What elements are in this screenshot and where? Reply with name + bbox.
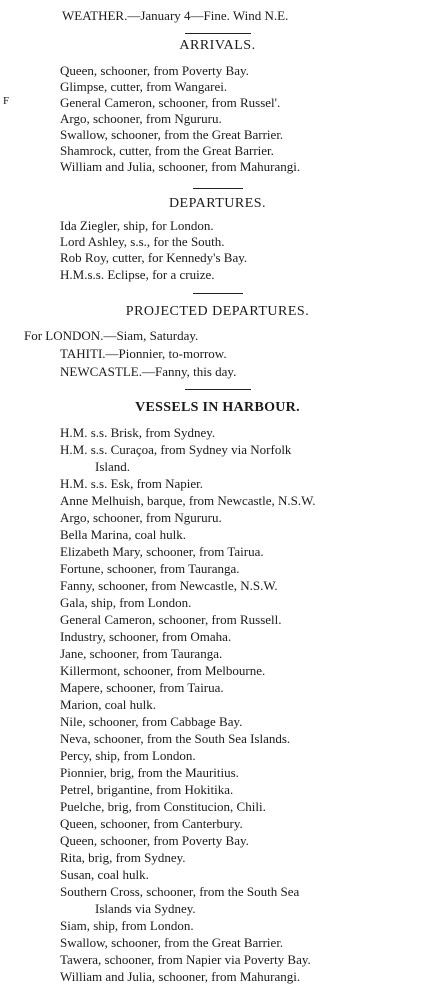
arrival-item: Swallow, schooner, from the Great Barrier. — [60, 127, 284, 142]
harbour-item: Petrel, brigantine, from Hokitika. — [60, 782, 234, 797]
harbour-item: Rita, brig, from Sydney. — [60, 850, 186, 865]
vessels-in-harbour-heading: VESSELS IN HARBOUR. — [135, 400, 300, 415]
harbour-item: H.M. s.s. Curaçoa, from Sydney via Norfolk — [60, 442, 292, 457]
harbour-item: Neva, schooner, from the South Sea Islands. — [60, 731, 291, 746]
harbour-item: Gala, ship, from London. — [60, 595, 192, 610]
harbour-item: Industry, schooner, from Omaha. — [60, 629, 232, 644]
harbour-item: Puelche, brig, from Constitucion, Chili. — [60, 799, 266, 814]
harbour-item: Elizabeth Mary, schooner, from Tairua. — [60, 544, 264, 559]
weather-report: WEATHER.—January 4—Fine. Wind N.E. — [62, 8, 289, 23]
projected-departures-heading: PROJECTED DEPARTURES. — [125, 304, 310, 319]
departure-item: Rob Roy, cutter, for Kennedy's Bay. — [60, 250, 248, 265]
harbour-item: Nile, schooner, from Cabbage Bay. — [60, 714, 243, 729]
section-rule — [185, 389, 251, 390]
harbour-item: Fanny, schooner, from Newcastle, N.S.W. — [60, 578, 278, 593]
section-rule — [193, 293, 243, 294]
harbour-item: Mapere, schooner, from Tairua. — [60, 680, 224, 695]
arrival-item: William and Julia, schooner, from Mahurangi. — [60, 159, 301, 174]
harbour-item: Pionnier, brig, from the Mauritius. — [60, 765, 239, 780]
harbour-item: Marion, coal hulk. — [60, 697, 157, 712]
arrival-item: General Cameron, schooner, from Russel'. — [60, 95, 281, 110]
harbour-item: Queen, schooner, from Poverty Bay. — [60, 833, 249, 848]
harbour-item: Tawera, schooner, from Napier via Poverty Bay. — [60, 952, 311, 967]
harbour-item: Queen, schooner, from Canterbury. — [60, 816, 243, 831]
departure-item: Ida Ziegler, ship, for London. — [60, 218, 214, 233]
harbour-item: H.M. s.s. Esk, from Napier. — [60, 476, 203, 491]
departures-heading: DEPARTURES. — [168, 196, 267, 211]
projected-item: For LONDON.—Siam, Saturday. — [24, 328, 199, 343]
harbour-item: H.M. s.s. Brisk, from Sydney. — [60, 425, 216, 440]
departure-item: H.M.s.s. Eclipse, for a cruize. — [60, 267, 215, 282]
harbour-item: Southern Cross, schooner, from the South Sea — [60, 884, 300, 899]
harbour-item: William and Julia, schooner, from Mahurangi. — [60, 969, 301, 984]
harbour-item: Anne Melhuish, barque, from Newcastle, N.S.W. — [60, 493, 316, 508]
projected-item: TAHITI.—Pionnier, to-morrow. — [60, 346, 227, 361]
arrivals-heading: ARRIVALS. — [179, 38, 256, 53]
arrival-item: Shamrock, cutter, from the Great Barrier. — [60, 143, 274, 158]
harbour-item: Percy, ship, from London. — [60, 748, 196, 763]
harbour-item: Jane, schooner, from Tauranga. — [60, 646, 223, 661]
margin-mark: F — [3, 95, 10, 107]
harbour-item: Fortune, schooner, from Tauranga. — [60, 561, 240, 576]
harbour-item: General Cameron, schooner, from Russell. — [60, 612, 282, 627]
harbour-item: Killermont, schooner, from Melbourne. — [60, 663, 266, 678]
section-rule — [193, 188, 243, 189]
harbour-item: Susan, coal hulk. — [60, 867, 149, 882]
harbour-item: Island. — [95, 459, 131, 474]
section-rule — [185, 33, 251, 34]
harbour-item: Bella Marina, coal hulk. — [60, 527, 186, 542]
harbour-item: Siam, ship, from London. — [60, 918, 194, 933]
harbour-item: Swallow, schooner, from the Great Barrier. — [60, 935, 284, 950]
departure-item: Lord Ashley, s.s., for the South. — [60, 234, 225, 249]
harbour-item: Islands via Sydney. — [95, 901, 196, 916]
arrival-item: Queen, schooner, from Poverty Bay. — [60, 63, 249, 78]
harbour-item: Argo, schooner, from Ngururu. — [60, 510, 222, 525]
projected-item: NEWCASTLE.—Fanny, this day. — [60, 364, 237, 379]
arrival-item: Argo, schooner, from Ngururu. — [60, 111, 222, 126]
arrival-item: Glimpse, cutter, from Wangarei. — [60, 79, 228, 94]
